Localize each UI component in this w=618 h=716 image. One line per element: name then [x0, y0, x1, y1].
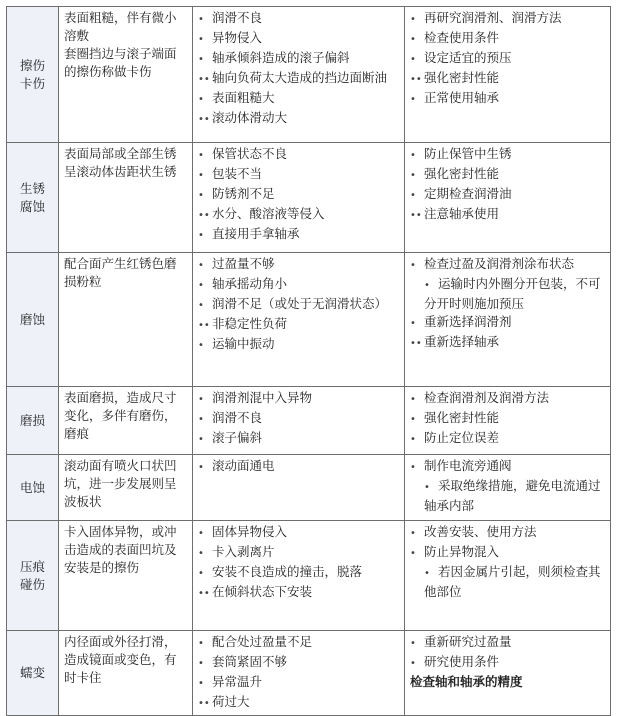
bullet-icon: •: [198, 462, 204, 473]
remedy-cell: [405, 455, 611, 521]
cause-text: 异常温升: [212, 674, 263, 689]
remedy-text: 正常使用轴承: [424, 90, 500, 105]
remedy-item: [410, 255, 605, 275]
bullet-icon: •: [410, 528, 416, 539]
failure-name: 电蚀: [19, 479, 45, 495]
failure-name-cell: [7, 521, 59, 631]
table-row: [7, 7, 611, 143]
failure-name: 腐蚀: [19, 198, 45, 214]
failure-name-cell: [7, 7, 59, 143]
table-row: [7, 253, 611, 387]
failure-name: 碰伤: [19, 576, 45, 592]
bullet-icon: •: [198, 658, 204, 669]
failure-name: 磨损: [19, 412, 45, 428]
bullet-icon: •: [198, 548, 204, 559]
failure-name: 生锈: [19, 180, 45, 196]
remedy-item: [410, 275, 605, 313]
cause-item: [198, 165, 399, 185]
remedy-text: 再研究润滑剂、润滑方法: [424, 10, 562, 25]
cause-item: [198, 429, 399, 449]
remedy-item: [410, 523, 605, 543]
bullet-icon: •: [198, 394, 204, 405]
remedy-item: [410, 29, 605, 49]
remedy-item: [410, 9, 605, 29]
remedy-text: 检查过盈及润滑剂涂布状态: [424, 256, 575, 271]
bullet-icon: ••: [198, 114, 210, 125]
bullet-icon: •: [410, 548, 416, 559]
cause-text: 润滑不足（或处于无润滑状态）: [212, 296, 388, 311]
failure-name: 蠕变: [19, 665, 45, 680]
cause-text: 滚动面通电: [212, 458, 275, 473]
remedy-cell: [405, 387, 611, 455]
cause-item: [198, 543, 399, 563]
remedy-text: 防止异物混入: [424, 544, 500, 559]
cause-item: [198, 673, 399, 693]
remedy-text: 研究使用条件: [424, 654, 500, 669]
bullet-icon: •: [198, 170, 204, 181]
remedy-item: [410, 389, 605, 409]
remedy-item: [410, 165, 605, 185]
remedy-text: 定期检查润滑油: [424, 186, 512, 201]
remedy-item: [410, 409, 605, 429]
table-row: [7, 143, 611, 253]
cause-item: [198, 205, 399, 225]
symptom-text: 内径面或外径打滑，造成镜面或变色，有时卡住: [64, 634, 177, 685]
cause-text: 配合处过盈量不足: [212, 634, 313, 649]
failure-name: 磨蚀: [19, 311, 45, 327]
cause-text: 非稳定性负荷: [212, 316, 288, 331]
failure-name-cell: [7, 253, 59, 387]
bullet-icon: •: [410, 94, 416, 105]
cause-text: 防锈剂不足: [212, 186, 275, 201]
symptom-cell: [59, 455, 193, 521]
cause-text: 润滑剂混中入异物: [212, 390, 313, 405]
remedy-item: [410, 457, 605, 477]
cause-text: 润滑不良: [212, 10, 263, 25]
symptom-cell: [59, 253, 193, 387]
cause-text: 表面粗糙大: [212, 90, 275, 105]
remedy-text: 重新研究过盈量: [424, 634, 512, 649]
cause-text: 直接用手拿轴承: [212, 226, 300, 241]
bullet-icon: •: [410, 150, 416, 161]
remedy-item: [410, 563, 605, 601]
remedy-item: [410, 313, 605, 333]
bullet-icon: •: [198, 14, 204, 25]
bullet-icon: ••: [198, 698, 210, 709]
cause-cell: [193, 521, 405, 631]
bullet-icon: •: [198, 528, 204, 539]
cause-item: [198, 145, 399, 165]
remedy-cell: [405, 143, 611, 253]
remedy-text: 防止定位误差: [424, 430, 500, 445]
bullet-icon: •: [198, 150, 204, 161]
cause-item: [198, 409, 399, 429]
symptom-text: 卡入固体异物，或冲击造成的表面凹坑及安装是的擦伤: [64, 524, 177, 575]
bullet-icon: •: [410, 658, 416, 669]
remedy-text: 检查使用条件: [424, 30, 500, 45]
table-row: [7, 455, 611, 521]
remedy-text: 检查轴和轴承的精度: [410, 674, 523, 689]
bullet-icon: •: [410, 34, 416, 45]
cause-text: 固体异物侵入: [212, 524, 288, 539]
cause-item: [198, 295, 399, 315]
cause-item: [198, 275, 399, 295]
remedy-text: 若因金属片引起，则须检查其他部位: [424, 564, 601, 599]
cause-item: [198, 89, 399, 109]
symptom-text: 表面粗糙，伴有微小溶敷: [64, 10, 177, 43]
cause-text: 卡入剥离片: [212, 544, 275, 559]
cause-text: 滚子偏斜: [212, 430, 263, 445]
failure-name: 卡伤: [19, 75, 45, 91]
remedy-item: [410, 477, 605, 515]
symptom-text: 表面磨损，造成尺寸变化，多伴有磨伤，磨痕: [64, 390, 177, 441]
remedy-item: [410, 69, 605, 89]
remedy-text: 制作电流旁通阀: [424, 458, 512, 473]
cause-text: 异物侵入: [212, 30, 263, 45]
bullet-icon: ••: [198, 320, 210, 331]
cause-cell: [193, 7, 405, 143]
bullet-icon: •: [198, 280, 204, 291]
cause-item: [198, 315, 399, 335]
remedy-item: [410, 185, 605, 205]
bullet-icon: ••: [410, 74, 422, 85]
cause-text: 包装不当: [212, 166, 263, 181]
cause-item: [198, 225, 399, 245]
bullet-icon: •: [198, 414, 204, 425]
remedy-cell: [405, 253, 611, 387]
remedy-item: [410, 673, 605, 691]
cause-text: 润滑不良: [212, 410, 263, 425]
bullet-icon: •: [424, 482, 430, 493]
symptom-text: 滚动面有喷火口状凹坑，进一步发展则呈波板状: [64, 458, 177, 509]
bullet-icon: •: [410, 462, 416, 473]
cause-item: [198, 457, 399, 477]
remedy-item: [410, 145, 605, 165]
bullet-icon: •: [198, 638, 204, 649]
bullet-icon: •: [424, 280, 430, 291]
remedy-text: 检查润滑剂及润滑方法: [424, 390, 550, 405]
cause-item: [198, 693, 399, 713]
symptom-text: 表面局部或全部生锈: [64, 146, 177, 161]
symptom-cell: [59, 521, 193, 631]
remedy-cell: [405, 521, 611, 631]
cause-item: [198, 69, 399, 89]
remedy-text: 注意轴承使用: [424, 206, 500, 221]
cause-item: [198, 389, 399, 409]
remedy-text: 运输时内外圈分开包装，不可分开时则施加预压: [424, 276, 601, 311]
cause-item: [198, 109, 399, 129]
bullet-icon: •: [410, 434, 416, 445]
bullet-icon: •: [410, 318, 416, 329]
cause-item: [198, 653, 399, 673]
bullet-icon: •: [198, 678, 204, 689]
bullet-icon: ••: [198, 210, 210, 221]
cause-cell: [193, 455, 405, 521]
cause-item: [198, 523, 399, 543]
cause-text: 荷过大: [212, 694, 250, 709]
bullet-icon: ••: [410, 210, 422, 221]
failure-name: 擦伤: [19, 57, 45, 73]
bullet-icon: •: [198, 94, 204, 105]
remedy-cell: [405, 7, 611, 143]
cause-item: [198, 185, 399, 205]
cause-text: 过盈量不够: [212, 256, 275, 271]
bullet-icon: •: [198, 568, 204, 579]
cause-text: 运输中振动: [212, 336, 275, 351]
bullet-icon: •: [198, 340, 204, 351]
failure-name: 压痕: [19, 558, 45, 574]
bullet-icon: •: [410, 14, 416, 25]
bullet-icon: •: [198, 34, 204, 45]
remedy-text: 采取绝缘措施，避免电流通过轴承内部: [424, 478, 601, 513]
bullet-icon: •: [410, 638, 416, 649]
cause-item: [198, 29, 399, 49]
symptom-cell: [59, 7, 193, 143]
cause-text: 水分、酸溶液等侵入: [212, 206, 325, 221]
remedy-item: [410, 333, 605, 353]
cause-item: [198, 9, 399, 29]
remedy-item: [410, 49, 605, 69]
cause-cell: [193, 143, 405, 253]
remedy-item: [410, 89, 605, 109]
cause-cell: [193, 387, 405, 455]
bullet-icon: ••: [198, 74, 210, 85]
bullet-icon: •: [410, 260, 416, 271]
bullet-icon: •: [410, 190, 416, 201]
cause-text: 滚动体滑动大: [212, 110, 288, 125]
bullet-icon: •: [198, 190, 204, 201]
symptom-text: 配合面产生红锈色磨损粉粒: [64, 256, 177, 289]
bullet-icon: •: [410, 170, 416, 181]
bullet-icon: •: [410, 414, 416, 425]
bullet-icon: •: [410, 54, 416, 65]
cause-item: [198, 255, 399, 275]
bullet-icon: •: [198, 434, 204, 445]
cause-item: [198, 335, 399, 355]
remedy-text: 设定适宜的预压: [424, 50, 512, 65]
cause-text: 轴向负荷太大造成的挡边面断油: [212, 70, 388, 85]
bullet-icon: •: [424, 568, 430, 579]
remedy-text: 重新选择润滑剂: [424, 314, 512, 329]
remedy-text: 改善安装、使用方法: [424, 524, 537, 539]
remedy-text: 强化密封性能: [424, 70, 500, 85]
cause-text: 轴承摇动角小: [212, 276, 288, 291]
symptom-cell: [59, 387, 193, 455]
cause-text: 轴承倾斜造成的滚子偏斜: [212, 50, 350, 65]
remedy-item: [410, 653, 605, 673]
table-row: [7, 521, 611, 631]
cause-text: 安装不良造成的撞击，脱落: [212, 564, 363, 579]
remedy-item: [410, 543, 605, 563]
cause-item: [198, 633, 399, 653]
failure-name-cell: [7, 455, 59, 521]
remedy-text: 重新选择轴承: [424, 334, 500, 349]
cause-text: 在倾斜状态下安装: [212, 584, 313, 599]
cause-item: [198, 563, 399, 583]
symptom-text: 呈滚动体齿距状生锈: [64, 164, 177, 179]
cause-text: 套筒紧固不够: [212, 654, 288, 669]
cause-cell: [193, 253, 405, 387]
remedy-item: [410, 633, 605, 653]
remedy-item: [410, 205, 605, 225]
remedy-item: [410, 429, 605, 449]
bullet-icon: ••: [410, 338, 422, 349]
cause-item: [198, 583, 399, 603]
symptom-text: 套圈挡边与滚子端面的擦伤称做卡伤: [64, 46, 177, 79]
remedy-text: 强化密封性能: [424, 166, 500, 181]
table-row: [7, 387, 611, 455]
bullet-icon: •: [198, 260, 204, 271]
bullet-icon: •: [198, 54, 204, 65]
cause-item: [198, 49, 399, 69]
failure-name-cell: [7, 143, 59, 253]
cause-text: 保管状态不良: [212, 146, 288, 161]
table-body: [7, 7, 611, 716]
bullet-icon: •: [198, 300, 204, 311]
remedy-text: 强化密封性能: [424, 410, 500, 425]
failure-name-cell: [7, 387, 59, 455]
bullet-icon: ••: [198, 588, 210, 599]
remedy-text: 防止保管中生锈: [424, 146, 512, 161]
bullet-icon: •: [410, 394, 416, 405]
bullet-icon: •: [198, 230, 204, 241]
bearing-failure-table: [6, 6, 611, 716]
symptom-cell: [59, 143, 193, 253]
